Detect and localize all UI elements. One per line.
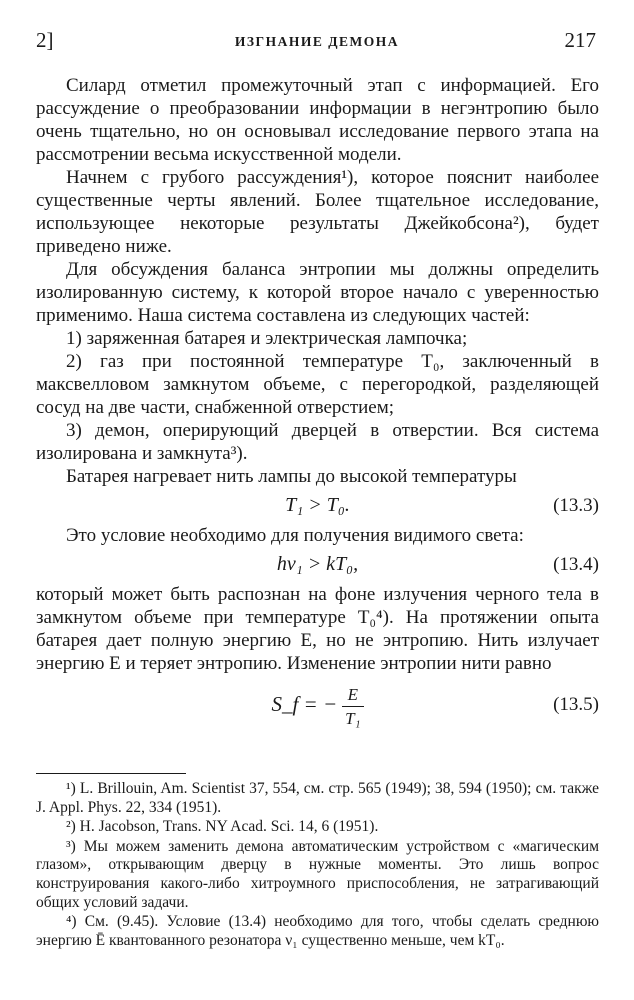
paragraph-visible-light: Это условие необходимо для получения видимого света: — [66, 525, 524, 546]
list-item-gas: 2) газ при постоянной температуре T₀, заключенный в максвелловом замкнутом объеме, с перегородкой, разделяющей сосуд на две части, снабженной отверстием; — [36, 351, 599, 418]
footnote-4: ⁴) См. (9.45). Условие (13.4) необходимо для того, чтобы сделать среднюю энергию Ē квантованного резонатора ν₁ существенно меньше, чем kT₀. — [36, 913, 599, 949]
footnote-2: ²) H. Jacobson, Trans. NY Acad. Sci. 14, 6 (1951). — [66, 818, 379, 836]
equation-lhs: S_f = − — [271, 692, 338, 717]
footnote-divider — [36, 773, 186, 774]
paragraph-rough-reasoning: Начнем с грубого рассуждения¹), которое пояснит наиболее существенные черты явлений. Более тщательное исследование, использующее некоторые результаты Джейкобсона²), будет приведено ниже. — [36, 167, 599, 257]
main-text — [36, 74, 599, 734]
footnotes — [36, 780, 599, 951]
footnote-1: ¹) L. Brillouin, Am. Scientist 37, 554, см. стр. 565 (1949); 38, 594 (1950); см. также J. Appl. Phys. 22, 334 (1951). — [36, 780, 599, 816]
equation-number: (13.3) — [553, 495, 599, 516]
paragraph-entropy-balance: Для обсуждения баланса энтропии мы должны определить изолированную систему, к которой второе начало с уверенностью применимо. Наша система составлена из следующих частей: — [36, 259, 599, 326]
page-header — [0, 28, 634, 58]
equation-13-4 — [36, 551, 599, 580]
paragraph-szilard: Силард отметил промежуточный этап с информацией. Его рассуждение о преобразовании информации в негэнтропию было очень тщательно, но он основывал исследование первого этапа на рассмотрении весьма искусственной модели. — [36, 75, 599, 165]
list-item-demon: 3) демон, оперирующий дверцей в отверстии. Вся система изолирована и замкнута³). — [36, 420, 599, 464]
equation-expression: hν₁ > kT₀, — [276, 553, 359, 575]
equation-expression: T₁ > T₀. — [285, 494, 350, 516]
equation-number: (13.4) — [553, 554, 599, 575]
equation-expression — [36, 683, 599, 730]
fraction — [342, 683, 363, 730]
running-title: ИЗГНАНИЕ ДЕМОНА — [234, 34, 400, 49]
equation-13-3 — [36, 492, 599, 521]
footnote-3: ³) Мы можем заменить демона автоматическим устройством с «магическим глазом», открывающим дверцу в нужные моменты. Это лишь вопрос конструирования какого-либо хитроумного приспособления, не затрагивающий общих условий задачи. — [36, 837, 599, 911]
equation-13-5 — [36, 679, 599, 731]
equation-number: (13.5) — [553, 694, 599, 715]
page-number: 217 — [564, 28, 596, 52]
fraction-denominator: T₁ — [345, 709, 361, 728]
paragraph-battery-heats: Батарея нагревает нить лампы до высокой температуры — [66, 466, 517, 487]
fraction-numerator: E — [342, 683, 363, 707]
paragraph-black-body: который может быть распознан на фоне излучения черного тела в замкнутом объеме при температуре T₀⁴). На протяжении опыта батарея дает полную энергию E, но не энтропию. Нить излучает энергию E и теряет энтропию. Изменение энтропии нити равно — [36, 584, 599, 674]
list-item-battery: 1) заряженная батарея и электрическая лампочка; — [66, 328, 468, 349]
section-number: 2] — [36, 28, 54, 52]
